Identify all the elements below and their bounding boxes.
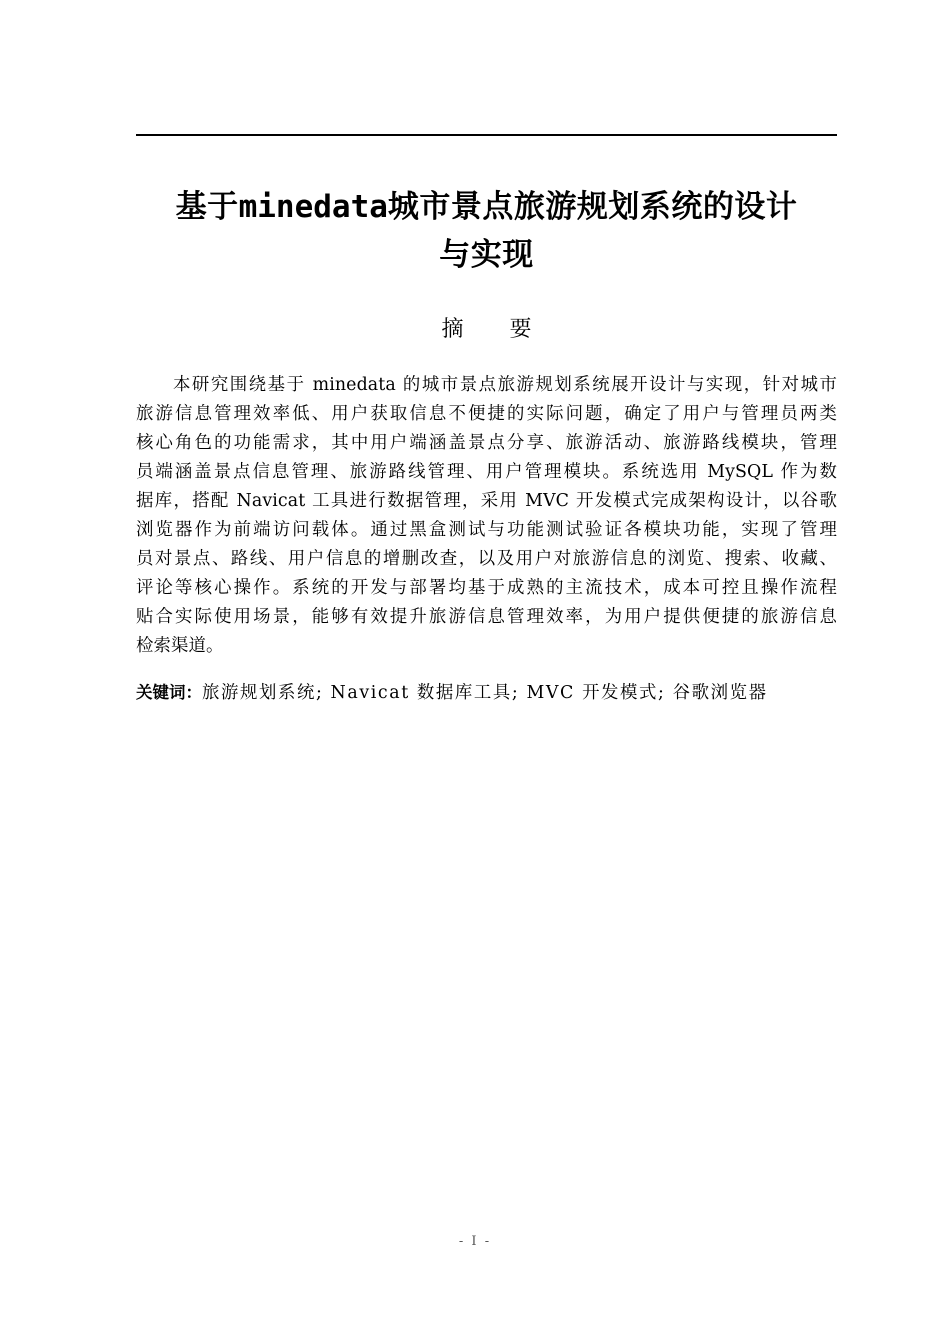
title-line-1 [120, 183, 853, 231]
title-line-2: 与实现 [439, 237, 534, 273]
abstract-heading: 摘要 [441, 317, 578, 342]
abstract-line: 评论等核心操作。系统的开发与部署均基于成熟的主流技术，成本可控且操作流程 [136, 578, 837, 598]
keywords [136, 678, 837, 708]
keywords-list: 旅游规划系统; Navicat 数据库工具; MVC 开发模式; 谷歌浏览器 [202, 683, 768, 703]
document-title [120, 183, 853, 279]
abstract-body [136, 371, 837, 661]
keywords-label: 关键词： [136, 683, 202, 702]
abstract-line: 贴合实际使用场景，能够有效提升旅游信息管理效率，为用户提供便捷的旅游信息 [136, 607, 837, 627]
title-prefix: 基于 [175, 189, 239, 225]
abstract-line: 据库，搭配 Navicat 工具进行数据管理，采用 MVC 开发模式完成架构设计，以谷歌 [136, 491, 837, 511]
abstract-line: 核心角色的功能需求，其中用户端涵盖景点分享、旅游活动、旅游路线模块，管理 [136, 433, 837, 453]
page-number: - I - [458, 1234, 492, 1249]
abstract-line: 旅游信息管理效率低、用户获取信息不便捷的实际问题，确定了用户与管理员两类 [136, 404, 837, 424]
abstract-line: 本研究围绕基于 minedata 的城市景点旅游规划系统展开设计与实现，针对城市 [173, 375, 837, 395]
title-mono-term: minedata [238, 189, 388, 225]
title-suffix: 城市景点旅游规划系统的设计 [387, 189, 798, 225]
abstract-line: 浏览器作为前端访问载体。通过黑盒测试与功能测试验证各模块功能，实现了管理 [136, 520, 837, 540]
header-rule [136, 134, 837, 136]
abstract-line: 检索渠道。 [136, 636, 224, 656]
abstract-line: 员对景点、路线、用户信息的增删改查，以及用户对旅游信息的浏览、搜索、收藏、 [136, 549, 837, 569]
abstract-line: 员端涵盖景点信息管理、旅游路线管理、用户管理模块。系统选用 MySQL 作为数 [136, 462, 837, 482]
